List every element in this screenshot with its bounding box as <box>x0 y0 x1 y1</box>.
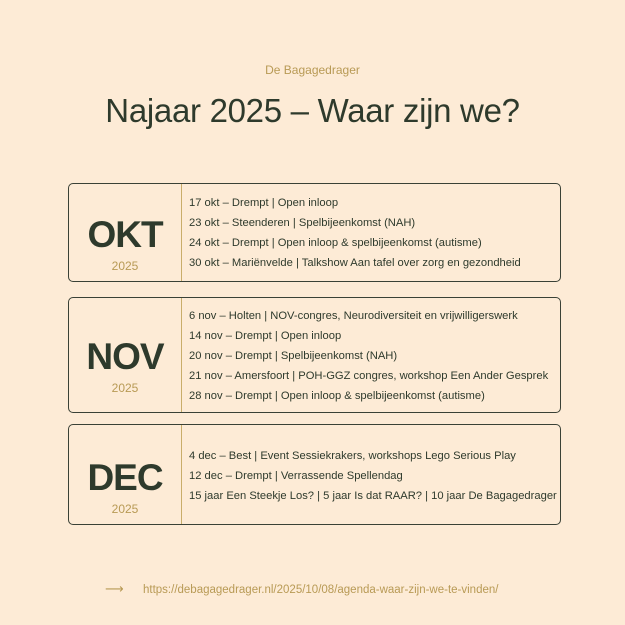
event-item: 28 nov – Drempt | Open inloop & spelbijeenkomst (autisme) <box>189 390 485 402</box>
event-item: 12 dec – Drempt | Verrassende Spellendag <box>189 470 403 482</box>
month-year: 2025 <box>111 259 139 273</box>
month-year: 2025 <box>111 381 139 395</box>
month-card-dec <box>68 424 561 525</box>
event-list <box>189 446 556 506</box>
month-name: NOV <box>86 336 164 377</box>
event-item: 14 nov – Drempt | Open inloop <box>189 330 342 342</box>
event-item: 30 okt – Mariënvelde | Talkshow Aan tafel over zorg en gezondheid <box>189 257 521 269</box>
event-item: 17 okt – Drempt | Open inloop <box>189 197 339 209</box>
event-list <box>189 306 556 406</box>
event-item: 20 nov – Drempt | Spelbijeenkomst (NAH) <box>189 350 398 362</box>
month-label-dec <box>69 425 182 524</box>
month-card-nov <box>68 297 561 413</box>
event-item: 6 nov – Holten | NOV-congres, Neurodiversiteit en vrijwilligerswerk <box>189 310 518 322</box>
event-list <box>189 193 556 273</box>
month-card-okt <box>68 183 561 282</box>
footer-link[interactable] <box>105 581 585 597</box>
month-label-nov <box>69 298 182 412</box>
arrow-right-icon: ⟶ <box>105 581 124 596</box>
page-title: Najaar 2025 – Waar zijn we? <box>105 92 520 129</box>
event-item: 15 jaar Een Steekje Los? | 5 jaar Is dat RAAR? | 10 jaar De Bagagedrager <box>189 490 557 502</box>
event-item: 4 dec – Best | Event Sessiekrakers, workshops Lego Serious Play <box>189 450 516 462</box>
month-year: 2025 <box>111 502 139 516</box>
month-name: DEC <box>87 457 163 498</box>
footer-url[interactable]: https://debagagedrager.nl/2025/10/08/agenda-waar-zijn-we-te-vinden/ <box>143 584 499 596</box>
month-name: OKT <box>87 214 163 255</box>
event-item: 24 okt – Drempt | Open inloop & spelbijeenkomst (autisme) <box>189 237 482 249</box>
event-item: 23 okt – Steenderen | Spelbijeenkomst (NAH) <box>189 217 416 229</box>
brand-name: De Bagagedrager <box>265 63 360 77</box>
month-label-okt <box>69 184 182 281</box>
event-item: 21 nov – Amersfoort | POH-GGZ congres, workshop Een Ander Gesprek <box>189 370 549 382</box>
